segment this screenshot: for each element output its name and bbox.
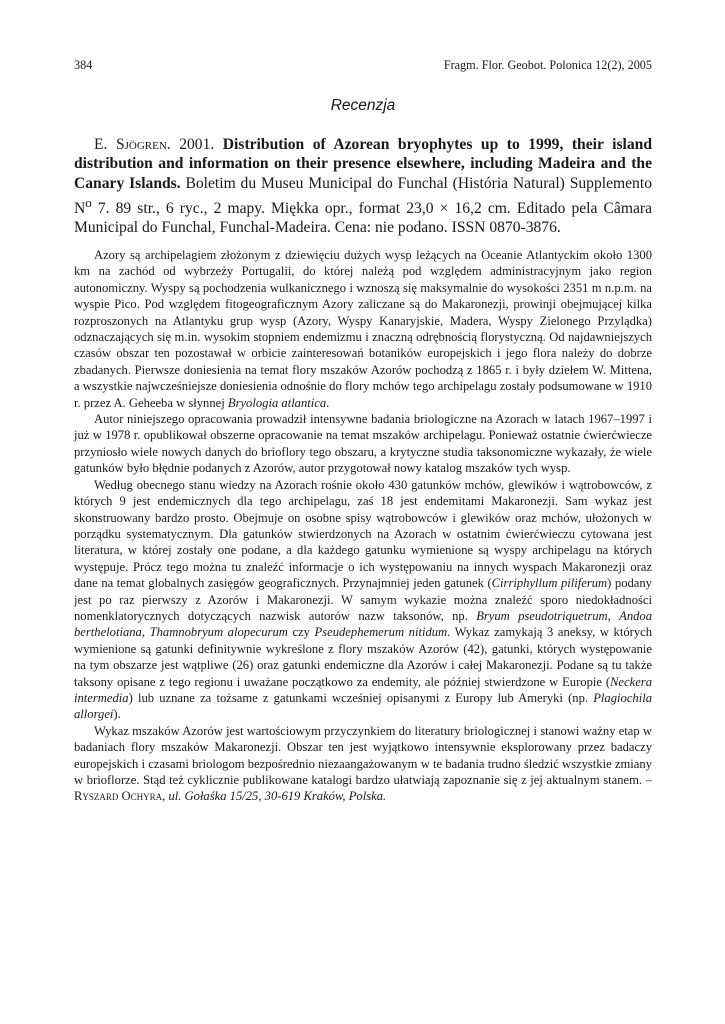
review-body bbox=[74, 247, 652, 805]
text-run: . bbox=[326, 395, 330, 410]
reviewer-address: ul. Gołaśka 15/25, 30-619 Kraków, Polska. bbox=[168, 789, 387, 804]
text-run: czy bbox=[287, 625, 315, 640]
reviewer-name: Ryszard Ochyra bbox=[74, 789, 163, 804]
book-citation bbox=[74, 135, 652, 238]
text-run: , bbox=[162, 789, 169, 804]
text-run: , bbox=[141, 625, 150, 640]
text-run: . Wykaz zamykają 3 aneksy, w których wymienione są gatunki definitywnie wykreślone z flory mszaków Azorów (42), gatunki, których występowanie na tym obszarze jest wątpliwe (26) oraz gatunki endemiczne dla Azorów i całej Makaronezji. Podane są tu także taksony opisane z tego regionu i uważane początkowo za endemity, ale później stwierdzone w Europie ( bbox=[74, 625, 652, 689]
text-run: Wykaz mszaków Azorów jest wartościowym przyczynkiem do literatury briologicznej i stanowi ważny etap w badaniach flory mszaków Makaronezji. Obszar ten jest wyjątkowo intensywnie eksplorowany przez badaczy europejskich i czasami briologom bezpośrednio niezaangażowanym w te badania trudno śledzić wszystkie zmiany w brioflorze. Stąd też cyklicznie publikowane katalogi bardzo ułatwiają zapoznanie się z jej aktualnym stanem. – bbox=[74, 723, 652, 787]
author-surname: Sjögren bbox=[115, 136, 167, 153]
section-title: Recenzja bbox=[330, 97, 396, 114]
paragraph-2: Autor niniejszego opracowania prowadził intensywne badania briologiczne na Azorach w latach 1967–1997 i już w 1978 r. opublikował obszerne opracowanie na temat mszaków archipelagu. Ponieważ ostatnie ćwierćwiecze przyniosło wiele nowych danych do brioflory tego obszaru, a krytyczne studia taksonomiczne wykazały, że wiele gatunków było błędnie podanych z Azorów, autor przygotował nowy katalog mszaków tych wysp. bbox=[74, 412, 652, 476]
taxon-name: Cirriphyllum piliferum bbox=[491, 576, 608, 591]
italic-title: Bryologia atlantica bbox=[227, 395, 327, 410]
taxon-name: Neckera intermedia bbox=[74, 674, 652, 705]
book-details: 7. 89 str., 6 ryc., 2 mapy. Miękka opr., format 23,0 × 16,2 cm. Editado pela Câmara Municipal do Funchal, Funchal-Madeira. Cena: nie podano. ISSN 0870-3876. bbox=[74, 200, 652, 237]
paragraph-1 bbox=[74, 247, 652, 411]
taxon-name: Bryum pseudotriquetrum bbox=[476, 608, 608, 623]
taxon-name: Thamnobryum alopecurum bbox=[149, 625, 288, 640]
taxon-name: Andoa berthelotiana bbox=[74, 608, 653, 640]
running-header bbox=[74, 57, 652, 73]
text-run: Według obecnego stanu wiedzy na Azorach rośnie około 430 gatunków mchów, glewików i wątrobowców, z których 9 jest endemicznych dla tego archipelagu, zaś 18 jest endemitami Makaronezji. Sam wykaz jest skonstruowany bardzo prosto. Obejmuje on osobne spisy wątrobowców i glewików oraz mchów, ułożonych w porządku systematycznym. Dla gatunków stwierdzonych na Azorach w ostatnim ćwierćwieczu cytowana jest literatura, w której zostały one podane, a dla każdego gatunku wymienione są wyspy archipelagu na których występuje. Prócz tego można tu znaleźć informacje o ich występowaniu na innych wyspach Makaronezji oraz dane na temat globalnych zasięgów geograficznych. Przynajmniej jeden gatunek ( bbox=[74, 477, 652, 591]
paragraph-3 bbox=[74, 477, 652, 723]
text-run: ) podany jest po raz pierwszy z Azorów i Makaronezji. W samym wykazie można znaleźć sporo niedokładności nomenklatorycznych dotyczących nazwisk autorów nazw taksonów, np. bbox=[74, 576, 652, 623]
citation-year: . 2001. bbox=[166, 136, 223, 153]
text-run: , bbox=[607, 608, 620, 623]
taxon-name: Pseudephemerum nitidum bbox=[314, 625, 448, 640]
page-number: 384 bbox=[74, 58, 93, 72]
number-superscript: o bbox=[85, 194, 92, 210]
author-initial: E. bbox=[94, 136, 116, 153]
journal-citation: Fragm. Flor. Geobot. Polonica 12(2), 2005 bbox=[443, 58, 652, 72]
text-run: ). bbox=[113, 707, 121, 722]
book-title: Distribution of Azorean bryophytes up to 1999, their island distribution and information on their presence elsewhere, including Madeira and the Canary Islands. bbox=[74, 136, 652, 192]
taxon-name: Plagiochila allorgei bbox=[74, 690, 652, 722]
text-run: Azory są archipelagiem złożonym z dziewięciu dużych wysp leżących na Oceanie Atlantyckim około 1300 km na zachód od wybrzeży Portugalii, do której należą pod względem administracyjnym jako region autonomiczny. Wyspy są pochodzenia wulkanicznego i wznoszą się maksymalnie do wysokości 2351 m n.p.m. na wyspie Pico. Pod względem fitogeograficznym Azory zaliczane są do Makaronezji, prowinji obejmującej kilka rozproszonych na Atlantyku grup wysp (Azory, Wyspy Kanaryjskie, Madera, Wyspy Zielonego Przylądka) odznaczających się m.in. wysokim stopniem endemizmu i znaczną odrębnością florystyczną. Od najdawniejszych czasów obszar ten pozostawał w orbicie zainteresowań botaników europejskich i jego flora należy do dobrze zbadanych. Pierwsze doniesienia na temat flory mszaków Azorów pochodzą z 1865 r. i były dziełem W. Mittena, a wszystkie najwcześniejsze doniesienia odnośnie do flory mchów tego archipelagu zostały podsumowane w 1910 r. przez A. Geheeba w słynnej bbox=[74, 248, 652, 410]
book-series: Boletim du Museu Municipal do Funchal (História Natural) Supplemento N bbox=[74, 174, 652, 218]
paragraph-4 bbox=[74, 723, 652, 805]
text-run: ) lub uznane za tożsame z gatunkami wcześniej opisanymi z Europy lub Ameryki (np. bbox=[128, 690, 594, 705]
